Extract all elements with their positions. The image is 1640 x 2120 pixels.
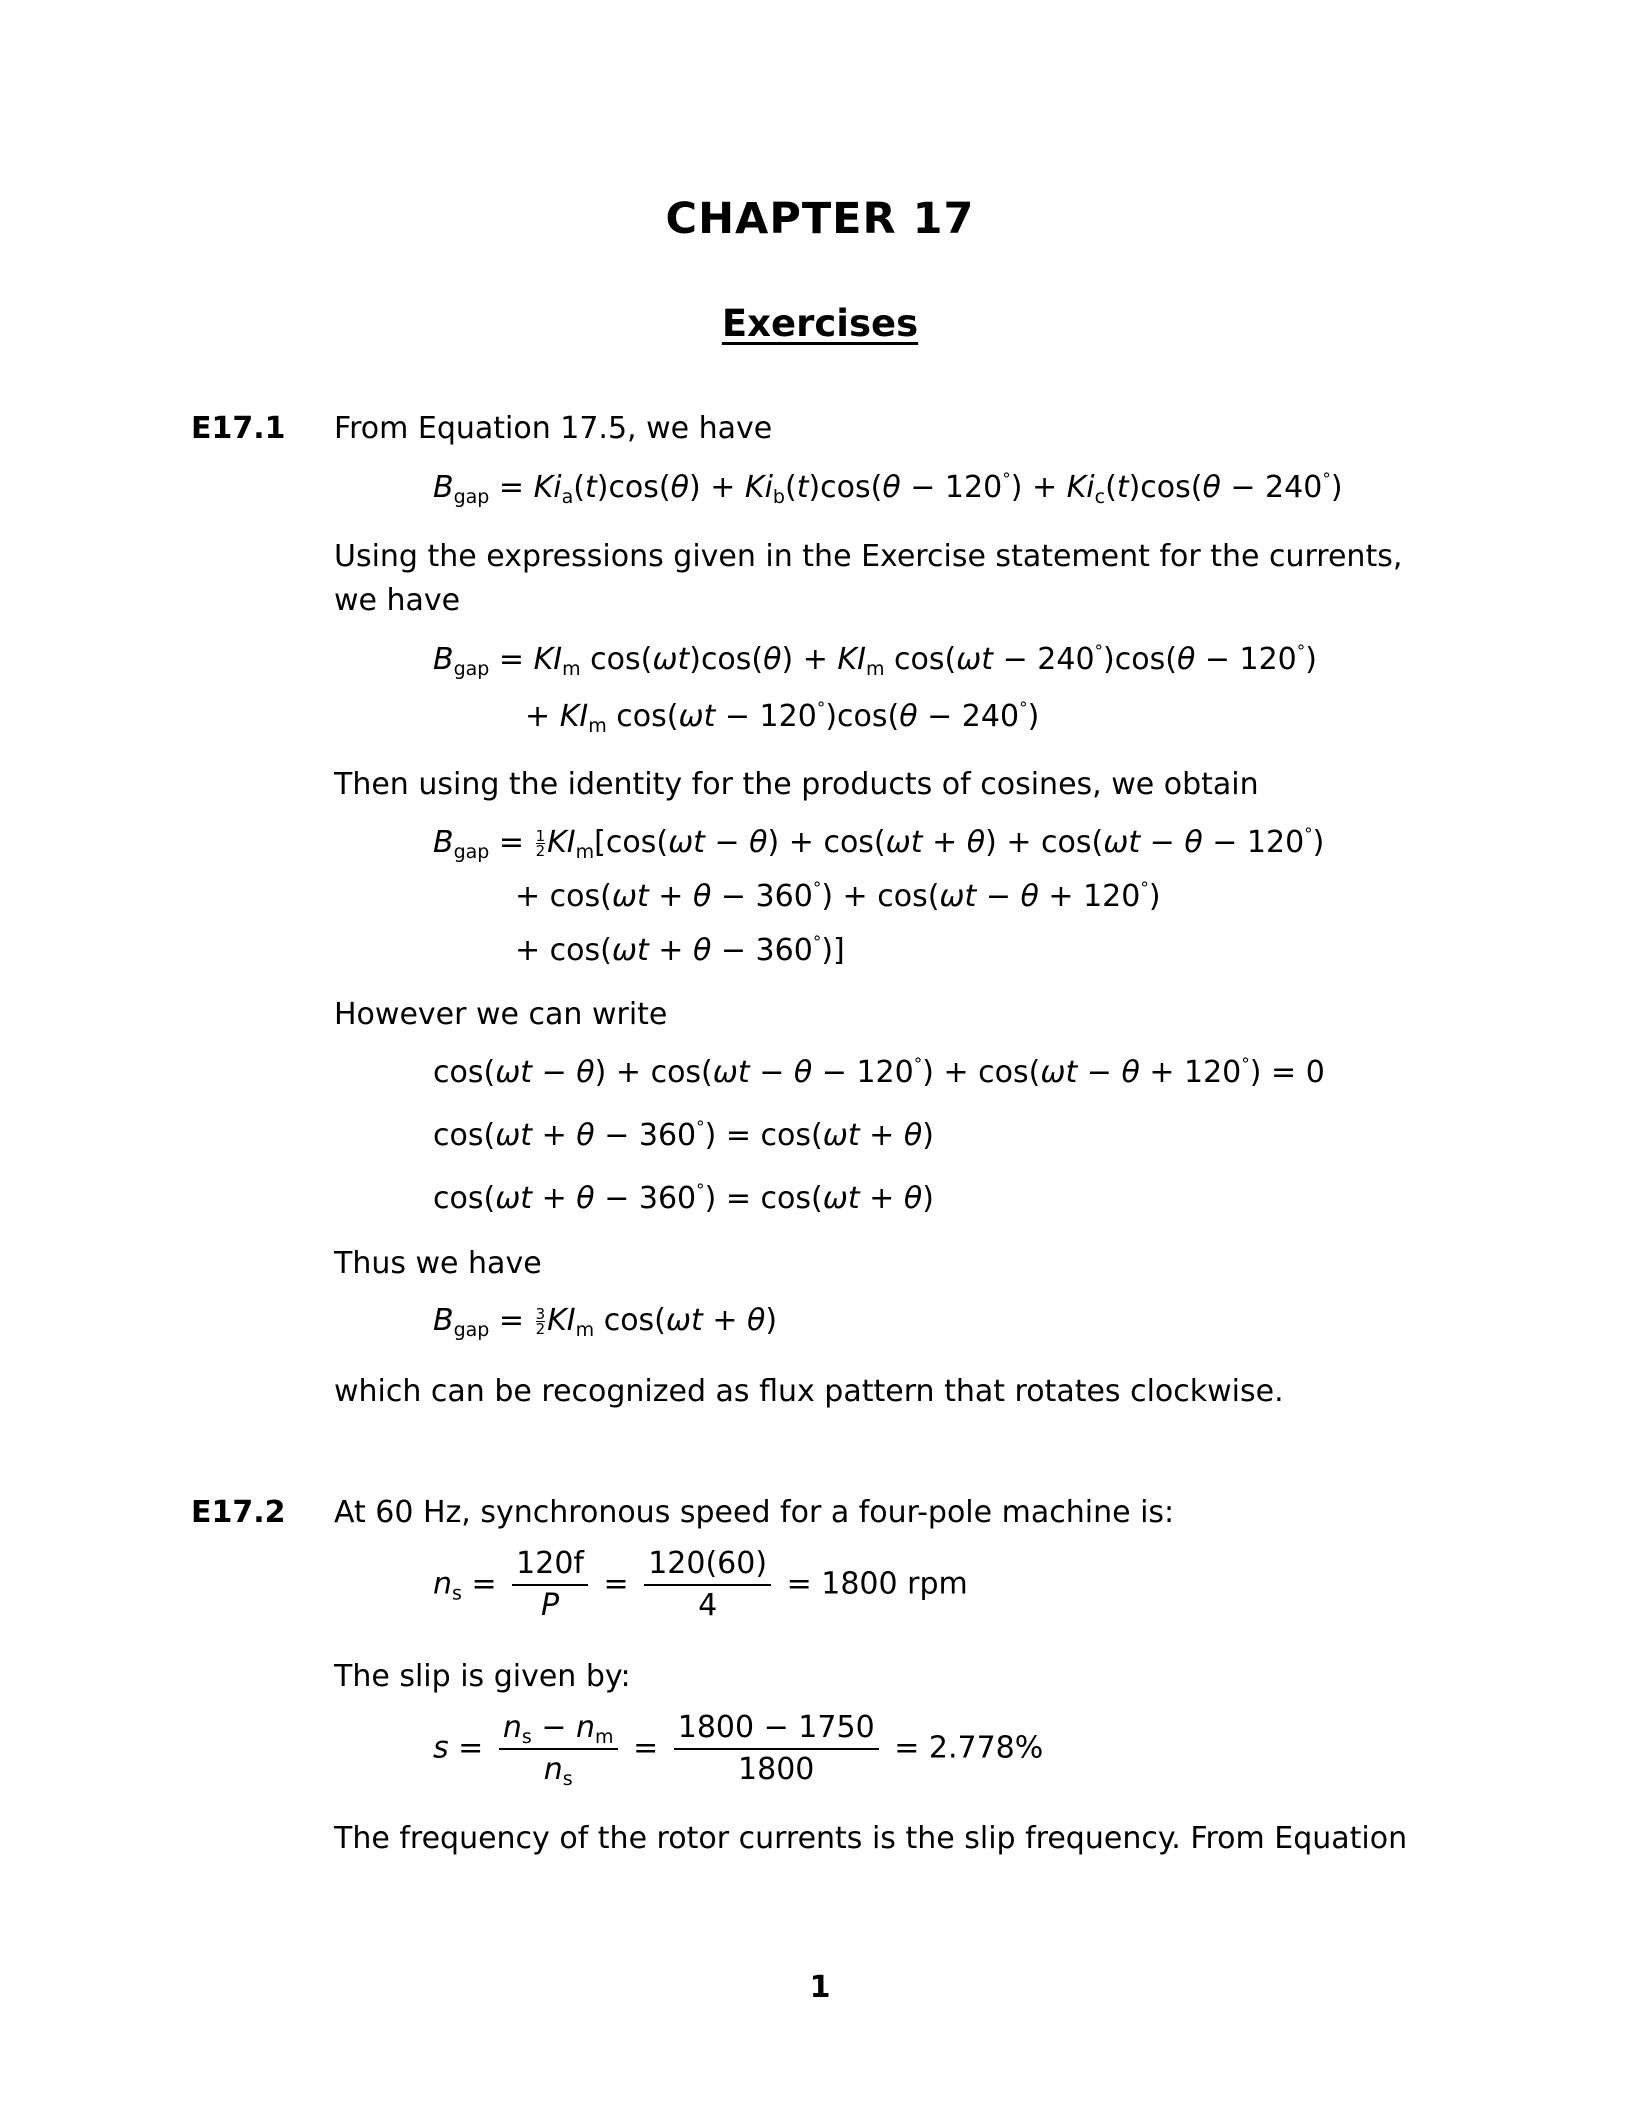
e17-2-intro: At 60 Hz, synchronous speed for a four-pole machine is: bbox=[334, 1495, 1175, 1530]
e17-1-text-5: Thus we have bbox=[334, 1246, 542, 1281]
e17-1-equation-7: $B_{gap}$ = $\frac{3}{2}$ $KI_m$ cos(ωt + θ) bbox=[433, 1303, 778, 1341]
slip-result: = 2.778% bbox=[894, 1730, 1044, 1766]
slip-fraction-2: $\frac{1800 - 1750}{1800}$ bbox=[674, 1708, 879, 1790]
ns-fraction-1: $\frac{120f}{P}$ bbox=[512, 1544, 588, 1626]
exercise-label-e17-1: E17.1 bbox=[191, 411, 286, 446]
e17-1-intro: From Equation 17.5, we have bbox=[334, 411, 773, 446]
e17-1-text-6: which can be recognized as flux pattern that rotates clockwise. bbox=[334, 1374, 1284, 1409]
e17-1-equation-3c: + cos(ωt + θ − 360°)] bbox=[515, 933, 845, 968]
e17-1-equation-5: cos(ωt + θ − 360°) = cos(ωt + θ) bbox=[433, 1118, 934, 1153]
e17-1-text-2b: we have bbox=[334, 583, 461, 618]
e17-1-text-2a: Using the expressions given in the Exercise statement for the currents, bbox=[334, 539, 1403, 574]
chapter-title: CHAPTER 17 bbox=[665, 194, 975, 244]
e17-1-equation-3b: + cos(ωt + θ − 360°) + cos(ωt − θ + 120°) bbox=[515, 879, 1161, 914]
exercise-label-e17-2: E17.2 bbox=[191, 1495, 286, 1530]
e17-2-text-3: The frequency of the rotor currents is the slip frequency. From Equation bbox=[334, 1821, 1408, 1856]
e17-1-equation-3a: $B_{gap}$ = $\frac{1}{2}$ $KI_m[\cos(\omega t - \theta) + \cos(\omega t + \theta) + \cos(\omega t - \theta - 120^\circ)$ bbox=[433, 825, 1325, 863]
e17-2-text-2: The slip is given by: bbox=[334, 1659, 631, 1694]
section-title: Exercises bbox=[721, 302, 919, 345]
e17-1-equation-1: $B_{gap} = Ki_a(t)\cos(\theta) + Ki_b(t)\cos(\theta - 120^\circ) + Ki_c(t)\cos(\theta - 240^\circ)$ bbox=[433, 470, 1343, 508]
e17-1-equation-4: cos(ωt − θ) + cos(ωt − θ − 120°) + cos(ωt − θ + 120°) = 0 bbox=[433, 1055, 1325, 1090]
e17-1-equation-2b: + $KI_m$ cos(ωt − 120°)cos(θ − 240°) bbox=[525, 699, 1040, 737]
slip-fraction-1: $\frac{n_s - n_m}{n_s}$ bbox=[499, 1708, 618, 1790]
e17-1-text-3: Then using the identity for the products of cosines, we obtain bbox=[334, 767, 1259, 802]
page-number: 1 bbox=[809, 1970, 831, 2005]
ns-result: = 1800 rpm bbox=[786, 1566, 968, 1602]
e17-1-equation-6: cos(ωt + θ − 360°) = cos(ωt + θ) bbox=[433, 1181, 934, 1216]
e17-2-slip-equation: s = $\frac{n_s - n_m}{n_s}$ = $\frac{1800 - 1750}{1800}$ = 2.778% bbox=[433, 1710, 1044, 1790]
e17-2-ns-equation: $n_s$ = $\frac{120f}{P}$ = $\frac{120(60)}{4}$ = 1800 rpm bbox=[433, 1544, 968, 1626]
ns-fraction-2: $\frac{120(60)}{4}$ bbox=[644, 1544, 771, 1626]
e17-1-equation-2a: $B_{gap} = KI_m$ $\cos(\omega t)\cos(\theta) + KI_m$ cos(ωt − 240°)cos(θ − 120°) bbox=[433, 642, 1317, 680]
e17-1-text-4: However we can write bbox=[334, 997, 668, 1032]
